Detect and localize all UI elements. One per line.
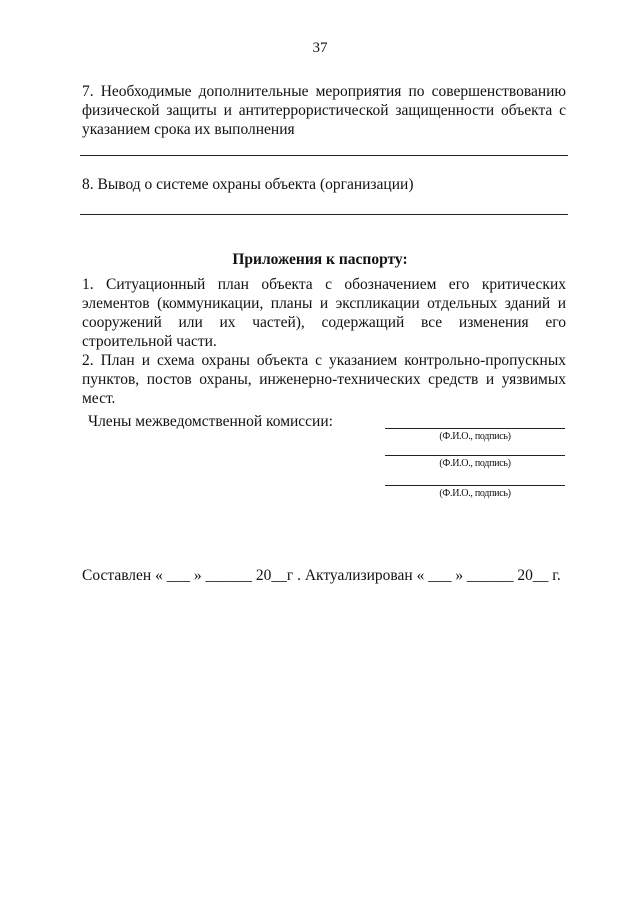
item-7-text: 7. Необходимые дополнительные мероприятия по совершенствованию физической защиты и антитеррористической защищенности объекта с указанием срока их выполнения: [82, 83, 566, 138]
signature-line: [385, 455, 565, 456]
compiled-date-line: Составлен « ___ » ______ 20__г . Актуализирован « ___ » ______ 20__ г.: [82, 567, 561, 584]
signature-line: [385, 428, 565, 429]
signature-caption: (Ф.И.О., подпись): [439, 458, 511, 469]
appendix-heading: Приложения к паспорту:: [232, 251, 408, 268]
item-8-text: 8. Вывод о системе охраны объекта (организации): [82, 176, 414, 193]
appendix-item-1: 1. Ситуационный план объекта с обозначением его критических элементов (коммуникации, планы и экспликации отдельных зданий и сооружений или их частей), содержащий все изменения его строительной части.: [82, 276, 566, 350]
item-7-fill-line: [80, 155, 568, 156]
commission-label: Члены межведомственной комиссии:: [88, 413, 333, 430]
signature-caption: (Ф.И.О., подпись): [439, 488, 511, 499]
item-8-fill-line: [80, 214, 568, 215]
signature-caption: (Ф.И.О., подпись): [439, 431, 511, 442]
signature-line: [385, 485, 565, 486]
appendix-list: [82, 275, 566, 408]
appendix-item-2: 2. План и схема охраны объекта с указанием контрольно-пропускных пунктов, постов охраны, инженерно-технических средств и уязвимых мест.: [82, 352, 566, 407]
page-number: 37: [312, 40, 328, 56]
